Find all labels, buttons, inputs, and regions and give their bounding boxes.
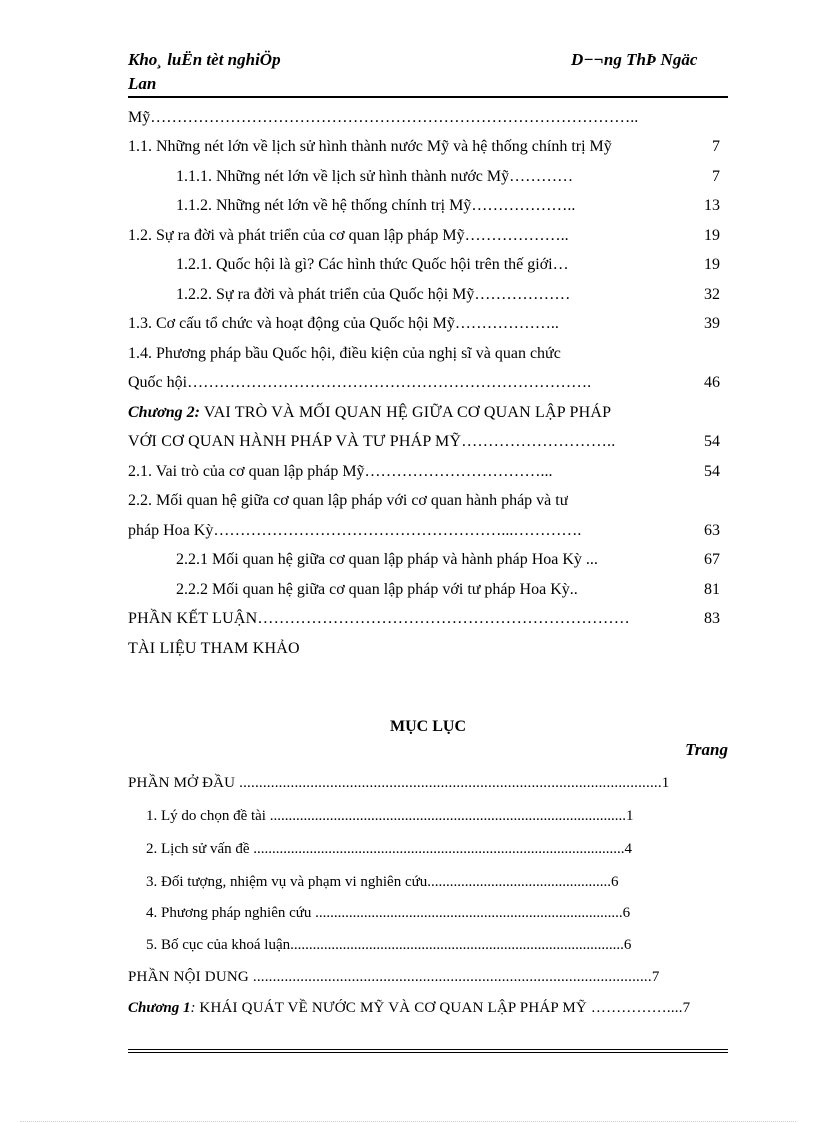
toc-page: 32 xyxy=(704,286,720,303)
chapter-title: VAI TRÒ VÀ MỐI QUAN HỆ GIỮA CƠ QUAN LẬP PHÁP xyxy=(199,404,612,421)
toc-text: pháp Hoa Kỳ………………………………………………...…………. xyxy=(128,522,582,539)
toc-page: 19 xyxy=(704,227,720,244)
toc2-row xyxy=(128,838,726,860)
toc-row xyxy=(128,283,720,307)
toc-row xyxy=(128,548,720,572)
toc-text: 1.1.1. Những nét lớn về lịch sử hình thành nước Mỹ………… xyxy=(176,168,574,185)
toc2-row xyxy=(128,934,726,956)
chapter-colon: : xyxy=(190,1000,196,1016)
toc-title: MỤC LỤC xyxy=(390,718,466,735)
toc-page: 54 xyxy=(704,433,720,450)
toc-row xyxy=(128,106,720,130)
toc-text: 1.2. Sự ra đời và phát triển của cơ quan lập pháp Mỹ……………….. xyxy=(128,227,569,244)
toc-text: 2.2.1 Mối quan hệ giữa cơ quan lập pháp và hành pháp Hoa Kỳ ... xyxy=(176,551,598,568)
toc-page: 83 xyxy=(704,610,720,627)
toc2-chapter-row xyxy=(128,997,726,1019)
toc-text: PHẦN KẾT LUẬN…………………………………………………………… xyxy=(128,610,631,627)
toc2-text: PHẦN NỘI DUNG .....................................................................................................7 xyxy=(128,969,660,985)
toc2-text xyxy=(128,997,690,1019)
toc-page: 7 xyxy=(712,168,720,185)
toc2-row xyxy=(128,966,726,988)
toc-text: 1.2.2. Sự ra đời và phát triển của Quốc hội Mỹ……………… xyxy=(176,286,571,303)
toc-row xyxy=(128,312,720,336)
toc2-text: 4. Phương pháp nghiên cứu ..................................................................................6 xyxy=(146,905,631,921)
toc-text xyxy=(128,401,611,425)
toc-row xyxy=(128,194,720,218)
toc-row xyxy=(128,224,720,248)
chapter-label: Chương 2: xyxy=(128,404,200,421)
toc2-text: 1. Lý do chọn đề tài ...............................................................................................1 xyxy=(146,808,634,824)
toc-page: 39 xyxy=(704,315,720,332)
toc-row xyxy=(128,430,720,454)
toc-page: 67 xyxy=(704,551,720,568)
toc-row xyxy=(128,460,720,484)
toc-page: 81 xyxy=(704,581,720,598)
toc-text: VỚI CƠ QUAN HÀNH PHÁP VÀ TƯ PHÁP MỸ……………………….. xyxy=(128,433,616,450)
trang-label: Trang xyxy=(685,740,728,759)
toc-row xyxy=(128,607,720,631)
toc-row xyxy=(128,165,720,189)
chapter-title: KHÁI QUÁT VỀ NƯỚC MỸ VÀ CƠ QUAN LẬP PHÁP MỸ ……………....7 xyxy=(195,1000,691,1016)
toc-row xyxy=(128,371,720,395)
toc-page: 63 xyxy=(704,522,720,539)
toc-page: 46 xyxy=(704,374,720,391)
toc2-row xyxy=(128,902,726,924)
toc-text: 1.1. Những nét lớn về lịch sử hình thành nước Mỹ và hệ thống chính trị Mỹ xyxy=(128,138,612,155)
toc-row xyxy=(128,578,720,602)
toc2-row xyxy=(128,772,726,794)
toc-row xyxy=(128,637,720,661)
toc-text: 2.1. Vai trò của cơ quan lập pháp Mỹ……………………………... xyxy=(128,463,553,480)
header-left-line2: Lan xyxy=(128,74,157,93)
header-right: D−¬ng ThÞ Ngäc xyxy=(571,50,698,69)
toc2-text: 5. Bố cục của khoá luận.........................................................................................6 xyxy=(146,937,632,953)
toc-text: 1.2.1. Quốc hội là gì? Các hình thức Quốc hội trên thế giới… xyxy=(176,256,569,273)
page-edge-dotted-line xyxy=(20,1121,796,1122)
footer-rule-top xyxy=(128,1049,728,1050)
toc2-text: 3. Đối tượng, nhiệm vụ và phạm vi nghiên cứu.................................................6 xyxy=(146,874,619,890)
toc-row xyxy=(128,519,720,543)
toc2-text: 2. Lịch sử vấn đề ...................................................................................................4 xyxy=(146,841,633,857)
toc-page: 13 xyxy=(704,197,720,214)
toc-text: Quốc hội…………………………………………………………………. xyxy=(128,374,592,391)
toc-page: 54 xyxy=(704,463,720,480)
toc-text: 2.2. Mối quan hệ giữa cơ quan lập pháp với cơ quan hành pháp và tư xyxy=(128,492,569,509)
toc2-row xyxy=(128,871,726,893)
footer-rule-bottom xyxy=(128,1052,728,1053)
toc-text: 2.2.2 Mối quan hệ giữa cơ quan lập pháp với tư pháp Hoa Kỳ.. xyxy=(176,581,578,598)
toc-chapter-row xyxy=(128,401,720,425)
toc-text: TÀI LIỆU THAM KHẢO xyxy=(128,640,300,657)
toc-row xyxy=(128,135,720,159)
toc-text: 1.3. Cơ cấu tổ chức và hoạt động của Quốc hội Mỹ……………….. xyxy=(128,315,559,332)
toc2-row xyxy=(128,805,726,827)
toc2-text: PHẦN MỞ ĐẦU ...........................................................................................................1 xyxy=(128,775,670,791)
toc-text: Mỹ……………………………………………………………………………….. xyxy=(128,109,639,126)
toc-text: 1.1.2. Những nét lớn về hệ thống chính trị Mỹ……………….. xyxy=(176,197,576,214)
header-rule xyxy=(128,96,728,98)
toc-row xyxy=(128,489,720,513)
toc-page: 19 xyxy=(704,256,720,273)
toc-text: 1.4. Phương pháp bầu Quốc hội, điều kiện của nghị sĩ và quan chức xyxy=(128,345,561,362)
toc-row xyxy=(128,253,720,277)
toc-row xyxy=(128,342,720,366)
header-left-line1: Kho¸ luËn tèt nghiÖp xyxy=(128,50,281,69)
toc-page: 7 xyxy=(712,138,720,155)
chapter-label: Chương 1 xyxy=(128,1000,191,1016)
